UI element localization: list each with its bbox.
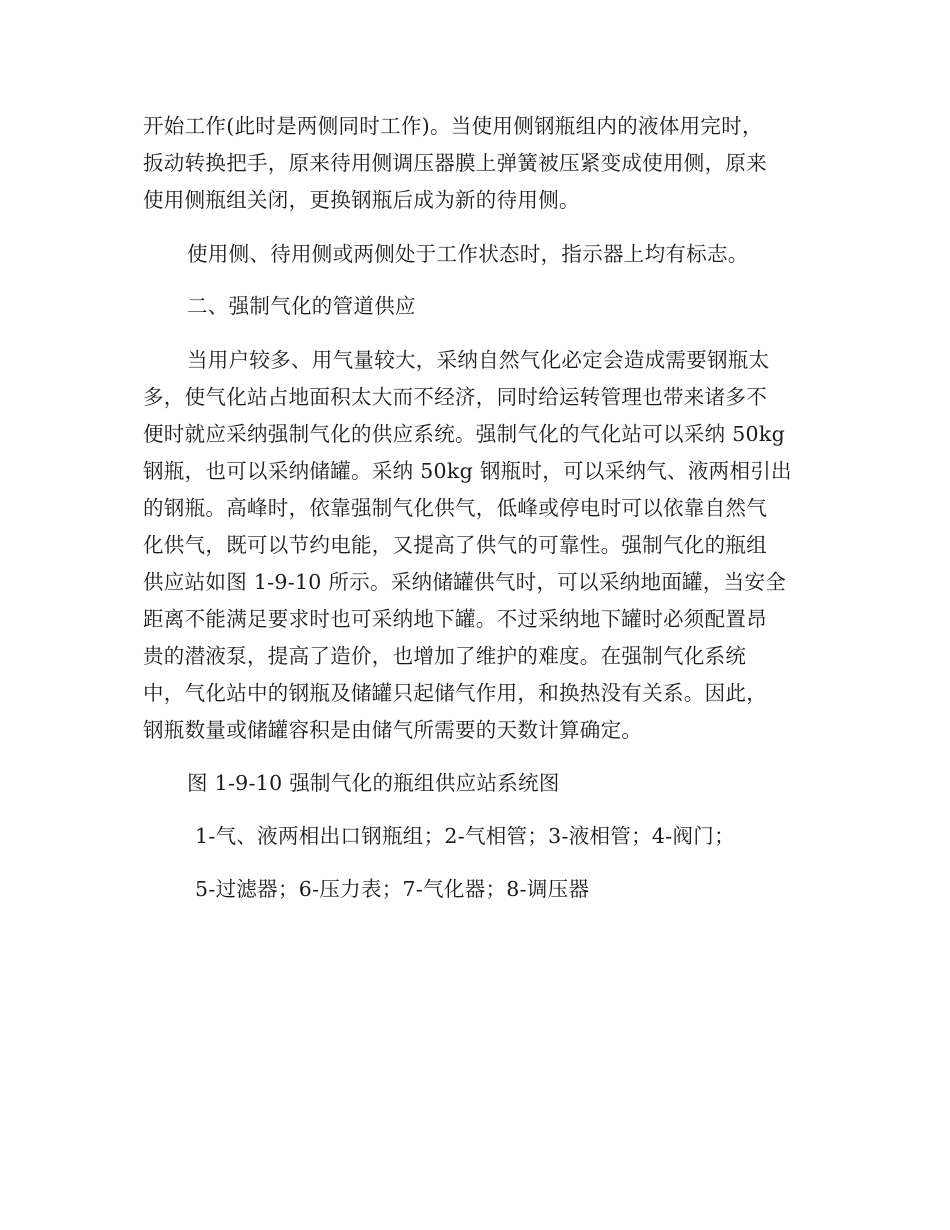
paragraph-line: 当用户较多、用气量较大，采纳自然气化必定会造成需要钢瓶太 — [187, 348, 770, 372]
figure-legend-line: 5-过滤器；6-压力表；7-气化器；8-调压器 — [195, 877, 590, 901]
paragraph-line: 钢瓶数量或储罐容积是由储气所需要的天数计算确定。 — [143, 718, 643, 742]
figure-legend-line: 1-气、液两相出口钢瓶组；2-气相管；3-液相管；4-阀门； — [195, 824, 735, 848]
paragraph-line: 贵的潜液泵，提高了造价，也增加了维护的难度。在强制气化系统 — [143, 644, 747, 668]
paragraph-line: 的钢瓶。高峰时，依靠强制气化供气，低峰或停电时可以依靠自然气 — [143, 496, 767, 520]
paragraph-line: 多，使气化站占地面积太大而不经济，同时给运转管理也带来诸多不 — [143, 385, 767, 409]
paragraph-line: 使用侧瓶组关闭，更换钢瓶后成为新的待用侧。 — [143, 188, 580, 212]
paragraph-line: 便时就应采纳强制气化的供应系统。强制气化的气化站可以采纳 50kg — [143, 422, 786, 446]
paragraph-line: 使用侧、待用侧或两侧处于工作状态时，指示器上均有标志。 — [187, 242, 749, 266]
paragraph-line: 化供气，既可以节约电能，又提高了供气的可靠性。强制气化的瓶组 — [143, 533, 767, 557]
paragraph-line: 扳动转换把手，原来待用侧调压器膜上弹簧被压紧变成使用侧，原来 — [143, 151, 767, 175]
paragraph-line: 中，气化站中的钢瓶及储罐只起储气作用，和换热没有关系。因此， — [143, 681, 767, 705]
paragraph-line: 开始工作(此时是两侧同时工作)。当使用侧钢瓶组内的液体用完时， — [143, 114, 763, 138]
paragraph-line: 距离不能满足要求时也可采纳地下罐。不过采纳地下罐时必须配置昂 — [143, 607, 767, 631]
paragraph-line: 钢瓶，也可以采纳储罐。采纳 50kg 钢瓶时，可以采纳气、液两相引出 — [143, 459, 792, 483]
section-heading: 二、强制气化的管道供应 — [187, 294, 416, 318]
figure-caption: 图 1-9-10 强制气化的瓶组供应站系统图 — [187, 771, 560, 795]
paragraph-line: 供应站如图 1-9-10 所示。采纳储罐供气时，可以采纳地面罐，当安全 — [143, 570, 787, 594]
